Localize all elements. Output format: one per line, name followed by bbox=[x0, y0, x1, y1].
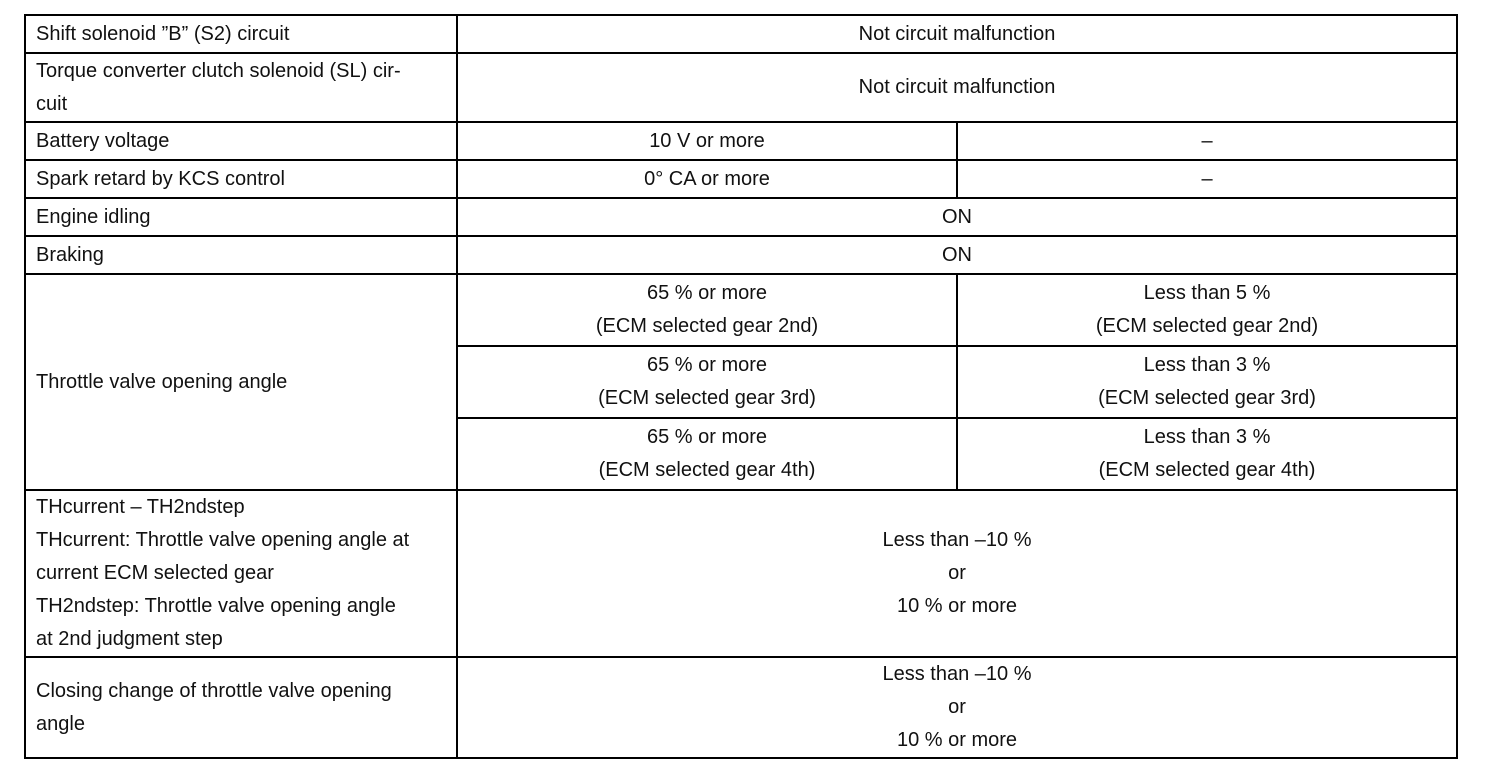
row-label: THcurrent – TH2ndstep THcurrent: Throttle valve opening angle at current ECM selected gear TH2ndstep: Throttle valve opening angle at 2nd judgment step bbox=[25, 490, 457, 657]
row-label: Closing change of throttle valve opening angle bbox=[25, 657, 457, 758]
row-value: ON bbox=[457, 198, 1457, 236]
row-value-left: 65 % or more (ECM selected gear 2nd) bbox=[457, 274, 957, 346]
table-row bbox=[25, 160, 1457, 198]
row-label: Braking bbox=[25, 236, 457, 274]
row-value-right: – bbox=[957, 160, 1457, 198]
row-label: Throttle valve opening angle bbox=[25, 274, 457, 490]
row-value: Less than –10 % or 10 % or more bbox=[457, 657, 1457, 758]
row-value-left: 0° CA or more bbox=[457, 160, 957, 198]
table-row bbox=[25, 274, 1457, 346]
row-label: Torque converter clutch solenoid (SL) cir- cuit bbox=[25, 53, 457, 122]
row-label: Shift solenoid ”B” (S2) circuit bbox=[25, 15, 457, 53]
table-row bbox=[25, 53, 1457, 122]
row-value-right: Less than 3 % (ECM selected gear 4th) bbox=[957, 418, 1457, 490]
row-label: Engine idling bbox=[25, 198, 457, 236]
conditions-table bbox=[24, 14, 1458, 759]
row-value-right: Less than 5 % (ECM selected gear 2nd) bbox=[957, 274, 1457, 346]
table-row bbox=[25, 122, 1457, 160]
table-row bbox=[25, 15, 1457, 53]
row-value: Less than –10 % or 10 % or more bbox=[457, 490, 1457, 657]
table-row bbox=[25, 236, 1457, 274]
row-value-left: 10 V or more bbox=[457, 122, 957, 160]
row-label: Battery voltage bbox=[25, 122, 457, 160]
table-row bbox=[25, 198, 1457, 236]
row-label: Spark retard by KCS control bbox=[25, 160, 457, 198]
table-row bbox=[25, 657, 1457, 758]
row-value-right: – bbox=[957, 122, 1457, 160]
row-value: ON bbox=[457, 236, 1457, 274]
table-row bbox=[25, 490, 1457, 657]
row-value-left: 65 % or more (ECM selected gear 4th) bbox=[457, 418, 957, 490]
row-value: Not circuit malfunction bbox=[457, 15, 1457, 53]
row-value-right: Less than 3 % (ECM selected gear 3rd) bbox=[957, 346, 1457, 418]
row-value: Not circuit malfunction bbox=[457, 53, 1457, 122]
row-value-left: 65 % or more (ECM selected gear 3rd) bbox=[457, 346, 957, 418]
